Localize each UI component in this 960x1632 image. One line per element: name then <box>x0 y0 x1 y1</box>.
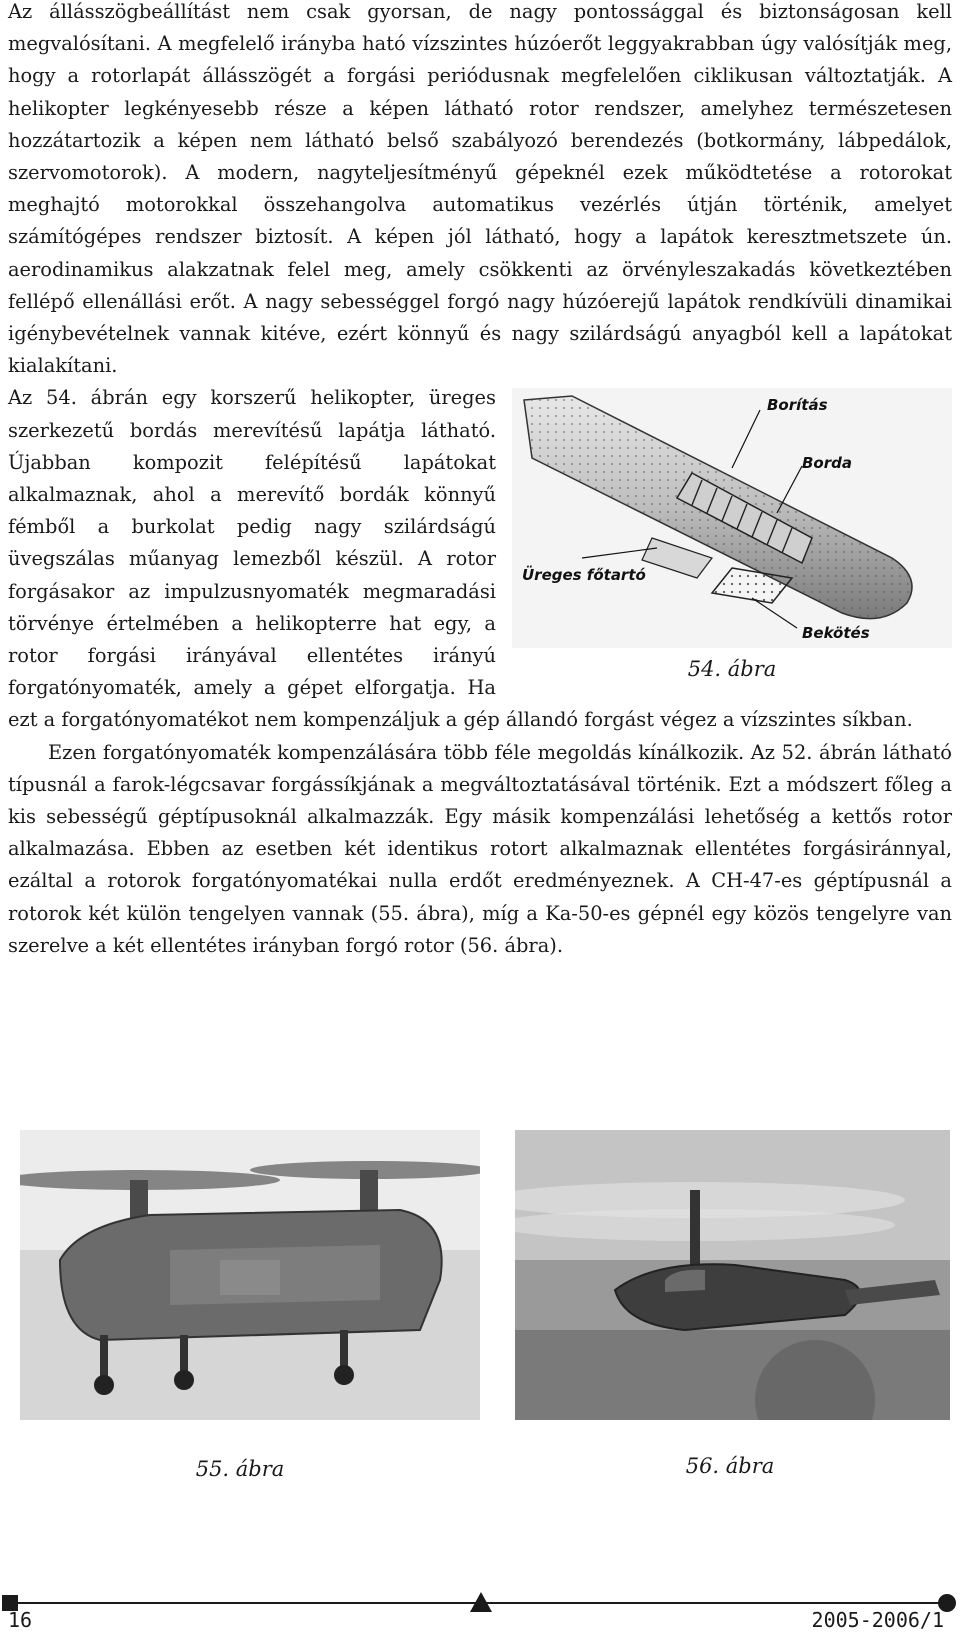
figure-56-caption: 56. ábra <box>685 1454 775 1478</box>
label-skin: Borítás <box>767 396 828 415</box>
label-rib: Borda <box>802 454 852 473</box>
paragraph-3: Ezen forgatónyomaték kompenzálására több féle megoldás kínálkozik. Az 52. ábrán látható típusnál a farok-légcsavar forgássíkjának a megváltoztatásával történik. Ezt a módszert főleg a kis sebességű géptípusoknál alkalmazzák. Egy másik kompenzálási lehetőség a kettős rotor alkalmazása. Ebben az esetben két identikus rotort alkalmaznak ellentétes forgásiránnyal, ezáltal a rotorok forgatónyomatékai nulla erdőt eredményeznek. A CH-47-es géptípusnál a rotorok két külön tengelyen vannak (55. ábra), míg a Ka-50-es gépnél egy közös tengelyre van szerelve a két ellentétes irányban forgó rotor (56. ábra). <box>8 740 952 957</box>
page-number: 16 <box>8 1608 33 1632</box>
rotor-blade-illustration <box>512 388 952 648</box>
paragraph-2: Az 54. ábrán egy korszerű helikopter, üreges szerkezetű bordás merevítésű lapátja látható. Újabban kompozit felépítésű lapátokat alkalmaznak, ahol a merevítő bordák könnyű fémből a burkolat pedig nagy szilárdságú üvegszálas műanyag lemezből készül. A rotor forgásakor az impulzusnyomaték megmaradási törvénye értelmében a helikopterre hat egy, a rotor forgási irányával ellentétes irányú forgatónyomaték, amely a gépet elforgatja. Ha ezt a forgatónyomatékot nem kompenzáljuk a gép állandó forgást végez a vízszintes síkban. <box>8 386 913 732</box>
page-body <box>8 0 952 962</box>
issue-number: 2005-2006/1 <box>811 1608 944 1632</box>
figure-56-ka50-photo <box>515 1130 950 1420</box>
footer-triangle-marker <box>470 1592 492 1612</box>
figure-55-caption: 55. ábra <box>195 1457 285 1481</box>
figure-54-caption: 54. ábra <box>687 657 777 682</box>
label-hollow-spar: Üreges főtartó <box>522 566 646 585</box>
figure-55-ch47-photo <box>20 1130 480 1420</box>
paragraph-1: Az állásszögbeállítást nem csak gyorsan, de nagy pontossággal és biztonságosan kell megvalósítani. A megfelelő irányba ható vízszintes húzóerőt leggyakrabban úgy valósítják meg, hogy a rotorlapát állásszögét a forgási periódusnak megfelelően ciklikusan változtatják. A helikopter legkényesebb része a képen látható rotor rendszer, amelyhez természetesen hozzátartozik a képen nem látható belső szabályozó berendezés (botkormány, lábpedálok, szervomotorok). A modern, nagyteljesítményű gépeknél ezek működtetése a rotorokat meghajtó motorokkal összehangolva automatikus vezérlés útján történik, amelyet számítógépes rendszer biztosít. A képen jól látható, hogy a lapátok keresztmetszete ún. aerodinamikus alakzatnak felel meg, amely csökkenti az örvényleszakadás következtében fellépő ellenállási erőt. A nagy sebességgel forgó nagy húzóerejű lapátok rendkívüli dinamikai igénybevételnek vannak kitéve, ezért könnyű és nagy szilárdságú anyagból kell a lapátokat kialakítani. <box>8 0 952 378</box>
page-footer <box>0 1580 960 1630</box>
label-fairing: Bekötés <box>802 624 870 643</box>
bottom-figures <box>0 1130 960 1490</box>
figure-54 <box>512 388 952 682</box>
